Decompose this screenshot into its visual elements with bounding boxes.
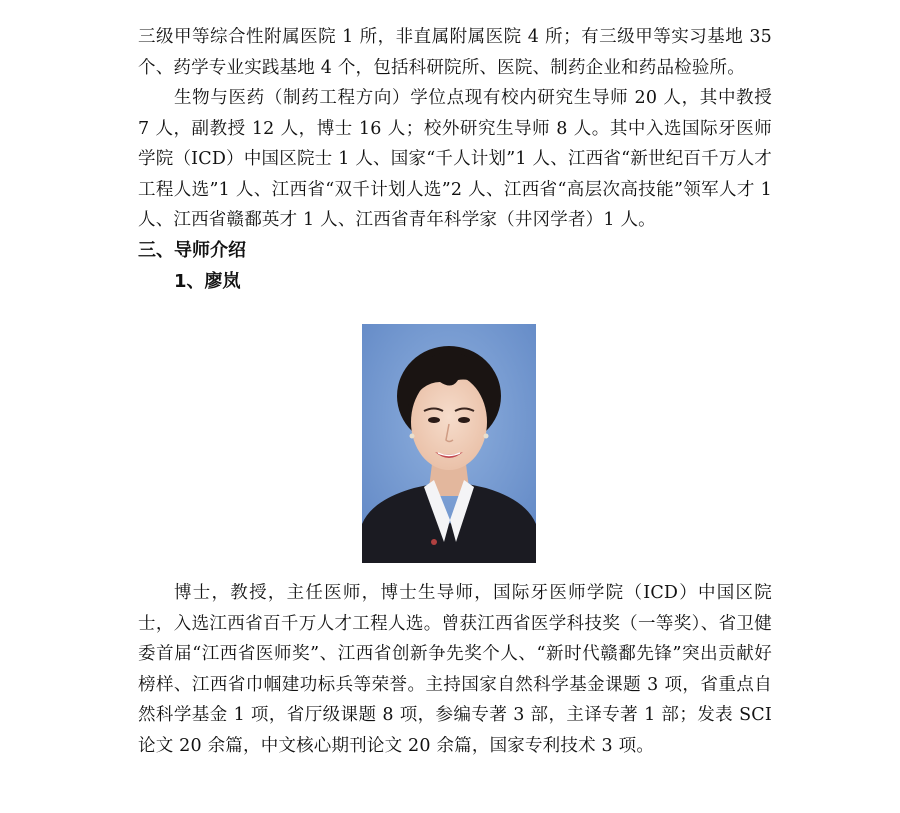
section-heading: 三、导师介绍 <box>138 239 246 261</box>
advisor-bio <box>138 578 778 761</box>
right-eye <box>458 417 470 423</box>
advisor-name-heading: 1、廖岚 <box>174 271 241 292</box>
intro-paragraph-2: 生物与医药（制药工程方向）学位点现有校内研究生导师 20 人，其中教授 7 人，副教授 12 人，博士 16 人；校外研究生导师 8 人。其中入选国际牙医师学院（ICD）中国区院士 1 人、国家“千人计划”1 人、江西省“新世纪百千万人才工程人选”1 人、江西省“双千计划人选”2 人、江西省“高层次高技能”领军人才 1 人、江西省赣鄱英才 1 人、江西省青年科学家（井冈学者）1 人。 <box>138 88 778 230</box>
left-eye <box>428 417 440 423</box>
bio-paragraph: 博士，教授，主任医师，博士生导师，国际牙医师学院（ICD）中国区院士，入选江西省百千万人才工程人选。曾获江西省医学科技奖（一等奖）、省卫健委首届“江西省医师奖”、江西省创新争先奖个人、“新时代赣鄱先锋”突出贡献好榜样、江西省巾帼建功标兵等荣誉。主持国家自然科学基金课题 3 项，省重点自然科学基金 1 项，省厅级课题 8 项，参编专著 3 部，主译专著 1 部；发表 SCI 论文 20 余篇，中文核心期刊论文 20 余篇，国家专利技术 3 项。 <box>138 583 778 756</box>
portrait-photo <box>362 324 536 563</box>
document-body <box>138 22 778 298</box>
intro-paragraph-1: 三级甲等综合性附属医院 1 所，非直属附属医院 4 所；有三级甲等实习基地 35 个、药学专业实践基地 4 个，包括科研院所、医院、制药企业和药品检验所。 <box>138 27 778 78</box>
lapel-pin <box>431 539 437 545</box>
